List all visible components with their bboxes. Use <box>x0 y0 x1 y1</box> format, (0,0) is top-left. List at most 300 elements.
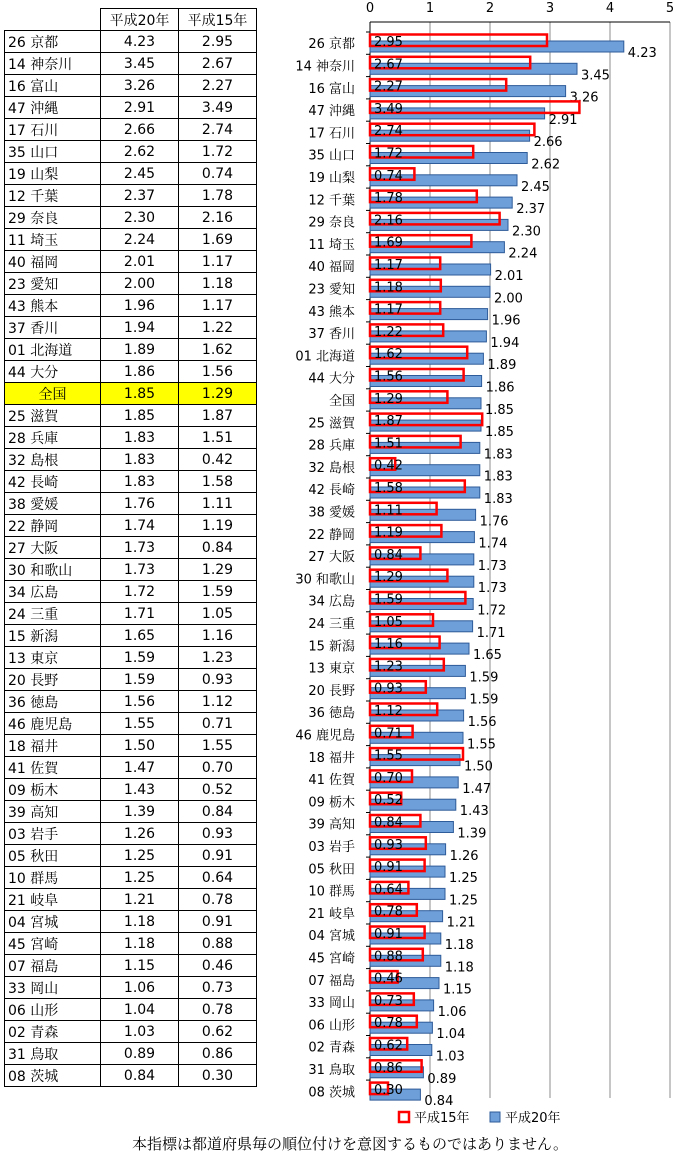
y-tick-label: 29 奈良 <box>308 215 355 231</box>
row-h15-cell: 0.86 <box>179 1043 257 1065</box>
y-tick-label: 37 香川 <box>308 327 355 343</box>
data-label-h20: 1.55 <box>467 737 496 753</box>
data-label-h20: 2.45 <box>521 179 550 195</box>
row-h20-cell: 1.83 <box>101 427 179 449</box>
row-h15-cell: 0.73 <box>179 977 257 999</box>
row-name-cell: 09 栃木 <box>5 779 101 801</box>
row-name-cell: 41 佐賀 <box>5 757 101 779</box>
row-h15-cell: 1.62 <box>179 339 257 361</box>
y-tick-label: 20 長野 <box>308 683 355 699</box>
y-tick-label: 40 福岡 <box>308 260 355 276</box>
data-label-h15: 2.74 <box>374 124 403 140</box>
y-tick-label: 09 栃木 <box>308 795 355 811</box>
data-label-h15: 1.12 <box>374 704 403 719</box>
row-h15-cell: 1.59 <box>179 581 257 603</box>
row-h20-cell: 1.89 <box>101 339 179 361</box>
row-h15-cell: 1.87 <box>179 405 257 427</box>
row-h15-cell: 0.78 <box>179 889 257 911</box>
row-h20-cell: 1.06 <box>101 977 179 999</box>
row-name-cell: 21 岐阜 <box>5 889 101 911</box>
data-label-h20: 1.94 <box>490 335 520 351</box>
data-label-h15: 0.70 <box>374 770 403 786</box>
row-h15-cell: 0.30 <box>179 1065 257 1087</box>
row-name-cell: 19 山梨 <box>5 163 101 185</box>
row-h20-cell: 1.59 <box>101 669 179 691</box>
row-name-cell: 15 新潟 <box>5 625 101 647</box>
legend-swatch-h15 <box>399 1112 409 1122</box>
row-h20-cell: 1.96 <box>101 295 179 317</box>
data-label-h15: 1.17 <box>374 302 403 318</box>
row-h20-cell: 2.37 <box>101 185 179 207</box>
data-label-h20: 2.66 <box>533 135 563 151</box>
x-tick-label: 2 <box>485 1 495 16</box>
y-tick-label: 34 広島 <box>308 594 355 610</box>
data-label-h15: 2.27 <box>374 79 403 95</box>
data-label-h15: 1.69 <box>374 235 403 251</box>
y-tick-label: 27 大阪 <box>308 550 355 566</box>
data-label-h20: 2.01 <box>494 269 524 284</box>
data-label-h15: 0.46 <box>374 971 403 987</box>
data-label-h15: 0.71 <box>374 726 403 742</box>
row-h20-cell: 1.73 <box>101 537 179 559</box>
row-h15-cell: 0.71 <box>179 713 257 735</box>
y-tick-label: 24 三重 <box>308 616 355 632</box>
row-h15-cell: 0.62 <box>179 1021 257 1043</box>
y-tick-label: 21 岐阜 <box>308 906 355 922</box>
y-tick-label: 26 京都 <box>308 37 355 53</box>
y-tick-label: 14 神奈川 <box>295 59 355 75</box>
y-tick-label: 07 福島 <box>308 973 355 989</box>
row-h20-cell: 2.01 <box>101 251 179 273</box>
data-label-h15: 1.55 <box>374 748 403 764</box>
row-h15-cell: 1.12 <box>179 691 257 713</box>
row-h20-cell: 1.39 <box>101 801 179 823</box>
header-h20: 平成20年 <box>101 9 179 31</box>
row-h15-cell: 2.95 <box>179 31 257 53</box>
row-name-cell: 34 広島 <box>5 581 101 603</box>
row-h20-cell: 3.45 <box>101 53 179 75</box>
row-h20-cell: 2.45 <box>101 163 179 185</box>
y-tick-label: 22 静岡 <box>308 527 355 543</box>
data-label-h15: 1.58 <box>374 481 403 496</box>
y-tick-label: 33 岡山 <box>308 996 355 1012</box>
data-label-h20: 1.85 <box>485 402 514 418</box>
row-name-cell: 17 石川 <box>5 119 101 141</box>
data-label-h20: 4.23 <box>627 46 657 61</box>
data-label-h15: 0.91 <box>374 860 403 876</box>
row-h20-cell: 1.83 <box>101 449 179 471</box>
data-label-h20: 1.25 <box>449 893 478 909</box>
row-name-cell: 27 大阪 <box>5 537 101 559</box>
row-h15-cell: 0.91 <box>179 911 257 933</box>
y-tick-label: 17 石川 <box>308 126 355 142</box>
row-name-cell: 25 滋賀 <box>5 405 101 427</box>
y-tick-label: 47 沖縄 <box>308 104 355 120</box>
row-h15-cell: 1.22 <box>179 317 257 339</box>
y-tick-label: 30 和歌山 <box>295 572 355 588</box>
data-label-h15: 1.62 <box>374 347 403 363</box>
data-label-h20: 1.73 <box>477 581 507 597</box>
data-label-h15: 0.88 <box>374 949 403 965</box>
data-label-h20: 1.86 <box>485 380 515 396</box>
data-label-h20: 0.89 <box>427 1071 457 1087</box>
data-label-h20: 1.83 <box>483 469 513 485</box>
row-h15-cell: 0.93 <box>179 823 257 845</box>
data-label-h20: 1.50 <box>464 759 493 775</box>
data-label-h15: 0.64 <box>374 882 403 898</box>
row-name-cell: 05 秋田 <box>5 845 101 867</box>
data-label-h15: 1.18 <box>374 280 403 296</box>
row-h20-cell: 2.62 <box>101 141 179 163</box>
y-tick-label: 46 鹿児島 <box>295 728 355 744</box>
row-h15-cell: 2.27 <box>179 75 257 97</box>
row-name-cell: 13 東京 <box>5 647 101 669</box>
row-h20-cell: 1.21 <box>101 889 179 911</box>
row-h20-cell: 0.84 <box>101 1065 179 1087</box>
y-tick-label: 36 徳島 <box>308 706 355 722</box>
data-label-h20: 1.76 <box>479 514 509 530</box>
row-h20-cell: 2.30 <box>101 207 179 229</box>
row-name-cell: 47 沖縄 <box>5 97 101 119</box>
row-h15-cell: 0.78 <box>179 999 257 1021</box>
data-label-h20: 3.26 <box>569 90 599 106</box>
data-label-h20: 1.25 <box>449 871 478 887</box>
y-tick-label: 06 山形 <box>308 1018 355 1034</box>
y-tick-label: 31 鳥取 <box>308 1062 355 1078</box>
y-tick-label: 15 新潟 <box>308 639 355 655</box>
row-h20-cell: 1.15 <box>101 955 179 977</box>
row-h20-cell: 2.00 <box>101 273 179 295</box>
data-label-h15: 1.23 <box>374 659 403 675</box>
data-label-h20: 1.39 <box>457 826 487 842</box>
data-label-h20: 1.18 <box>444 960 474 976</box>
row-h20-cell: 4.23 <box>101 31 179 53</box>
row-h15-cell: 0.46 <box>179 955 257 977</box>
row-name-cell: 30 和歌山 <box>5 559 101 581</box>
data-label-h15: 2.95 <box>374 35 403 50</box>
data-label-h15: 0.62 <box>374 1038 403 1054</box>
y-tick-label: 13 東京 <box>308 661 355 677</box>
row-name-cell: 32 島根 <box>5 449 101 471</box>
row-h15-cell: 1.11 <box>179 493 257 515</box>
data-label-h20: 1.89 <box>487 358 517 374</box>
data-label-h15: 1.05 <box>374 614 403 630</box>
y-tick-label: 04 宮城 <box>308 929 355 945</box>
row-h15-cell: 1.05 <box>179 603 257 625</box>
row-name-cell: 20 長野 <box>5 669 101 691</box>
data-label-h20: 0.84 <box>424 1094 454 1110</box>
y-tick-label: 19 山梨 <box>308 170 355 186</box>
y-tick-label: 05 秋田 <box>308 862 355 878</box>
y-tick-label: 43 熊本 <box>308 304 355 320</box>
data-label-h15: 0.42 <box>374 458 403 474</box>
data-label-h15: 1.11 <box>374 503 403 519</box>
row-name-cell: 33 岡山 <box>5 977 101 999</box>
y-tick-label: 39 高知 <box>308 817 355 833</box>
data-label-h20: 1.72 <box>477 603 507 619</box>
row-name-cell: 43 熊本 <box>5 295 101 317</box>
y-tick-label: 42 長崎 <box>308 483 355 499</box>
row-name-cell: 03 岩手 <box>5 823 101 845</box>
row-h20-cell: 1.85 <box>101 383 179 405</box>
row-name-cell: 07 福島 <box>5 955 101 977</box>
row-name-cell: 10 群馬 <box>5 867 101 889</box>
data-label-h20: 1.74 <box>478 536 508 552</box>
header-h15: 平成15年 <box>179 9 257 31</box>
data-label-h15: 1.16 <box>374 637 403 653</box>
data-label-h20: 2.30 <box>512 224 541 240</box>
row-name-cell: 01 北海道 <box>5 339 101 361</box>
data-label-h20: 1.15 <box>443 982 472 998</box>
data-label-h20: 1.65 <box>473 648 502 664</box>
y-tick-label: 全国 <box>328 393 355 409</box>
data-label-h15: 1.22 <box>374 324 403 340</box>
data-label-h20: 1.56 <box>467 715 497 730</box>
row-name-cell: 08 茨城 <box>5 1065 101 1087</box>
row-name-cell: 28 兵庫 <box>5 427 101 449</box>
data-label-h20: 2.91 <box>548 112 578 128</box>
row-h15-cell: 2.67 <box>179 53 257 75</box>
row-name-cell: 46 鹿児島 <box>5 713 101 735</box>
y-tick-label: 10 群馬 <box>308 884 355 900</box>
data-label-h15: 0.78 <box>374 1016 403 1032</box>
row-h20-cell: 1.26 <box>101 823 179 845</box>
row-h20-cell: 1.25 <box>101 867 179 889</box>
row-name-cell: 29 奈良 <box>5 207 101 229</box>
row-h20-cell: 2.24 <box>101 229 179 251</box>
row-name-cell: 04 宮城 <box>5 911 101 933</box>
row-h15-cell: 0.84 <box>179 537 257 559</box>
row-h15-cell: 2.16 <box>179 207 257 229</box>
y-tick-label: 45 宮崎 <box>308 951 355 967</box>
row-h20-cell: 1.56 <box>101 691 179 713</box>
row-name-cell: 38 愛媛 <box>5 493 101 515</box>
row-h20-cell: 1.71 <box>101 603 179 625</box>
row-name-cell: 23 愛知 <box>5 273 101 295</box>
row-h20-cell: 3.26 <box>101 75 179 97</box>
row-h15-cell: 2.74 <box>179 119 257 141</box>
legend-label-h20: 平成20年 <box>505 1111 561 1126</box>
data-label-h15: 0.93 <box>374 837 403 853</box>
row-h15-cell: 0.70 <box>179 757 257 779</box>
row-h15-cell: 0.64 <box>179 867 257 889</box>
row-h20-cell: 1.04 <box>101 999 179 1021</box>
y-tick-label: 28 兵庫 <box>308 438 355 454</box>
data-label-h15: 0.86 <box>374 1060 403 1076</box>
y-tick-label: 03 岩手 <box>308 839 355 855</box>
legend-label-h15: 平成15年 <box>414 1111 470 1126</box>
data-label-h20: 1.96 <box>491 313 521 329</box>
data-label-h20: 1.03 <box>435 1049 465 1065</box>
row-h15-cell: 0.42 <box>179 449 257 471</box>
y-tick-label: 12 千葉 <box>308 193 355 209</box>
y-tick-label: 25 滋賀 <box>308 416 355 432</box>
row-h20-cell: 1.76 <box>101 493 179 515</box>
row-name-cell: 39 高知 <box>5 801 101 823</box>
y-tick-label: 02 青森 <box>308 1040 355 1056</box>
row-name-cell: 11 埼玉 <box>5 229 101 251</box>
row-h15-cell: 1.18 <box>179 273 257 295</box>
data-label-h20: 1.71 <box>476 625 506 641</box>
row-h15-cell: 0.91 <box>179 845 257 867</box>
y-tick-label: 32 島根 <box>308 460 355 476</box>
row-name-cell: 37 香川 <box>5 317 101 339</box>
data-label-h15: 0.74 <box>374 168 403 184</box>
row-h20-cell: 1.59 <box>101 647 179 669</box>
x-tick-label: 0 <box>365 1 375 16</box>
x-tick-label: 1 <box>425 1 435 16</box>
data-label-h20: 1.06 <box>437 1004 467 1020</box>
data-label-h20: 1.18 <box>444 938 474 953</box>
data-label-h20: 1.85 <box>485 425 514 441</box>
row-h15-cell: 1.72 <box>179 141 257 163</box>
row-h20-cell: 1.83 <box>101 471 179 493</box>
row-h20-cell: 1.86 <box>101 361 179 383</box>
row-h15-cell: 1.23 <box>179 647 257 669</box>
y-tick-label: 38 愛媛 <box>308 505 355 521</box>
row-h15-cell: 0.88 <box>179 933 257 955</box>
row-name-cell: 02 青森 <box>5 1021 101 1043</box>
data-label-h20: 2.62 <box>531 157 561 173</box>
row-h20-cell: 1.73 <box>101 559 179 581</box>
data-label-h15: 1.29 <box>374 391 403 407</box>
row-h15-cell: 3.49 <box>179 97 257 119</box>
row-h15-cell: 1.29 <box>179 383 257 405</box>
x-tick-label: 4 <box>605 1 615 16</box>
row-name-cell: 40 福岡 <box>5 251 101 273</box>
x-tick-label: 3 <box>545 1 555 16</box>
row-h15-cell: 0.93 <box>179 669 257 691</box>
data-label-h20: 2.24 <box>508 246 538 262</box>
data-label-h15: 0.91 <box>374 927 403 942</box>
row-h15-cell: 1.29 <box>179 559 257 581</box>
row-h15-cell: 1.69 <box>179 229 257 251</box>
y-tick-label: 35 山口 <box>308 148 355 164</box>
y-tick-label: 23 愛知 <box>308 282 355 298</box>
data-label-h15: 0.30 <box>374 1083 403 1099</box>
data-label-h20: 1.83 <box>483 492 513 507</box>
row-name-cell: 44 大分 <box>5 361 101 383</box>
y-tick-label: 08 茨城 <box>308 1085 355 1101</box>
data-label-h15: 3.49 <box>374 101 403 117</box>
row-h15-cell: 0.52 <box>179 779 257 801</box>
legend-swatch-h20 <box>490 1112 500 1122</box>
data-label-h15: 1.51 <box>374 436 403 452</box>
data-label-h15: 1.17 <box>374 258 403 273</box>
row-h20-cell: 1.55 <box>101 713 179 735</box>
data-label-h15: 1.56 <box>374 369 403 385</box>
row-h15-cell: 1.17 <box>179 251 257 273</box>
row-h20-cell: 1.47 <box>101 757 179 779</box>
data-label-h15: 1.59 <box>374 592 403 608</box>
data-label-h20: 2.37 <box>516 202 546 218</box>
data-label-h15: 1.19 <box>374 525 403 541</box>
y-tick-label: 01 北海道 <box>295 349 355 365</box>
row-h20-cell: 1.74 <box>101 515 179 537</box>
y-tick-label: 44 大分 <box>308 371 355 387</box>
data-label-h20: 1.04 <box>436 1027 466 1043</box>
row-h15-cell: 1.17 <box>179 295 257 317</box>
data-label-h20: 1.73 <box>477 558 507 574</box>
row-name-cell: 24 三重 <box>5 603 101 625</box>
row-h20-cell: 1.18 <box>101 933 179 955</box>
row-h20-cell: 0.89 <box>101 1043 179 1065</box>
row-name-cell: 42 長崎 <box>5 471 101 493</box>
row-name-cell: 26 京都 <box>5 31 101 53</box>
row-name-cell: 18 福井 <box>5 735 101 757</box>
y-tick-label: 18 福井 <box>308 750 355 766</box>
data-label-h20: 2.00 <box>494 291 523 307</box>
row-name-cell: 06 山形 <box>5 999 101 1021</box>
row-h20-cell: 2.66 <box>101 119 179 141</box>
row-h15-cell: 1.58 <box>179 471 257 493</box>
data-label-h15: 1.87 <box>374 414 403 430</box>
row-name-cell: 12 千葉 <box>5 185 101 207</box>
row-name-cell: 全国 <box>5 383 101 405</box>
data-label-h15: 0.93 <box>374 681 403 697</box>
data-label-h20: 1.21 <box>446 915 476 931</box>
row-name-cell: 36 徳島 <box>5 691 101 713</box>
data-label-h20: 1.47 <box>462 781 492 797</box>
row-h20-cell: 1.43 <box>101 779 179 801</box>
row-h20-cell: 1.03 <box>101 1021 179 1043</box>
row-h15-cell: 1.19 <box>179 515 257 537</box>
row-h20-cell: 1.18 <box>101 911 179 933</box>
row-name-cell: 35 山口 <box>5 141 101 163</box>
data-label-h20: 1.59 <box>469 692 499 708</box>
data-label-h20: 1.26 <box>449 848 479 864</box>
data-label-h15: 0.78 <box>374 904 403 920</box>
row-h20-cell: 1.25 <box>101 845 179 867</box>
data-label-h15: 0.84 <box>374 815 403 831</box>
data-label-h15: 1.29 <box>374 570 403 586</box>
data-label-h20: 1.83 <box>483 447 513 463</box>
data-label-h20: 1.59 <box>469 670 499 686</box>
row-name-cell: 31 鳥取 <box>5 1043 101 1065</box>
row-name-cell: 45 宮崎 <box>5 933 101 955</box>
row-h20-cell: 1.72 <box>101 581 179 603</box>
row-h15-cell: 1.78 <box>179 185 257 207</box>
row-name-cell: 14 神奈川 <box>5 53 101 75</box>
x-tick-label: 5 <box>665 1 675 16</box>
row-h20-cell: 1.65 <box>101 625 179 647</box>
row-h20-cell: 1.94 <box>101 317 179 339</box>
row-h20-cell: 1.50 <box>101 735 179 757</box>
data-label-h15: 2.67 <box>374 57 403 73</box>
data-label-h20: 3.45 <box>581 68 610 84</box>
footnote: 本指標は都道府県毎の順位付けを意図するものではありません。 <box>132 1135 568 1153</box>
y-tick-label: 41 佐賀 <box>308 773 355 789</box>
row-h15-cell: 1.55 <box>179 735 257 757</box>
y-tick-label: 11 埼玉 <box>308 237 355 253</box>
row-h15-cell: 1.51 <box>179 427 257 449</box>
row-h15-cell: 0.84 <box>179 801 257 823</box>
data-label-h15: 1.78 <box>374 191 403 207</box>
row-name-cell: 22 静岡 <box>5 515 101 537</box>
data-label-h15: 0.84 <box>374 547 403 563</box>
data-label-h15: 1.72 <box>374 146 403 162</box>
row-h15-cell: 1.16 <box>179 625 257 647</box>
row-h20-cell: 2.91 <box>101 97 179 119</box>
data-label-h15: 0.73 <box>374 993 403 1009</box>
data-label-h15: 0.52 <box>374 793 403 809</box>
row-name-cell: 16 富山 <box>5 75 101 97</box>
row-h20-cell: 1.85 <box>101 405 179 427</box>
y-tick-label: 16 富山 <box>308 81 355 97</box>
row-h15-cell: 0.74 <box>179 163 257 185</box>
data-label-h20: 1.43 <box>459 804 489 820</box>
row-h15-cell: 1.56 <box>179 361 257 383</box>
